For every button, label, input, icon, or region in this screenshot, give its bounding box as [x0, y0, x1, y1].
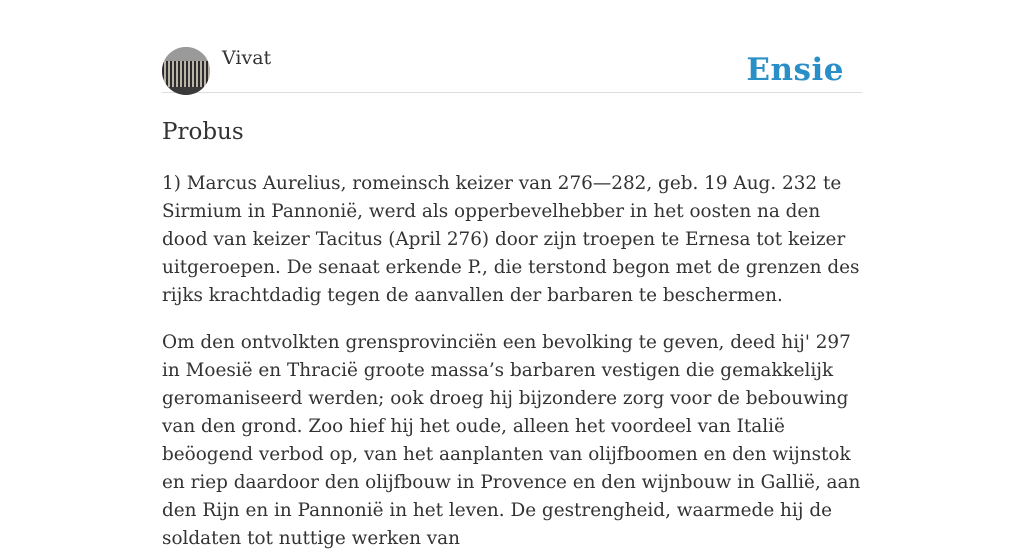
brand-logo[interactable]: Ensie	[746, 52, 844, 88]
author-avatar[interactable]	[162, 47, 210, 95]
author-name[interactable]: Vivat	[222, 47, 272, 69]
avatar-ceiling	[162, 47, 210, 61]
article-paragraph: 1) Marcus Aurelius, romeinsch keizer van 276—282, geb. 19 Aug. 232 te Sirmium in Pannonië, werd als opperbevelhebber in het oosten na den dood van keizer Tacitus (April 276) door zijn troepen te Ernesa tot keizer uitgeroepen. De senaat erkende P., die terstond begon met de grenzen des rijks krachtdadig tegen de aanvallen der barbaren te beschermen.	[162, 173, 860, 306]
page-container	[162, 0, 862, 553]
article-paragraph: Om den ontvolkten grensprovinciën een bevolking te geven, deed hij' 297 in Moesië en Thracië groote massa’s barbaren vestigen die gemakkelijk geromaniseerd werden; ook droeg hij bijzondere zorg voor de bebouwing van den grond. Zoo hief hij het oude, alleen het voordeel van Italië beöogend verbod op, van het aanplanten van olijfboomen en den wijnstok en riep daardoor den olijfbouw in Provence en den wijnbouw in Gallië, aan den Rijn en in Pannonië in het leven. De gestrengheid, waarmede hij de soldaten tot nuttige werken van	[162, 332, 861, 549]
avatar-floor	[162, 87, 210, 95]
library-avatar-icon	[162, 61, 210, 87]
article-title: Probus	[162, 119, 244, 145]
header	[162, 0, 862, 93]
